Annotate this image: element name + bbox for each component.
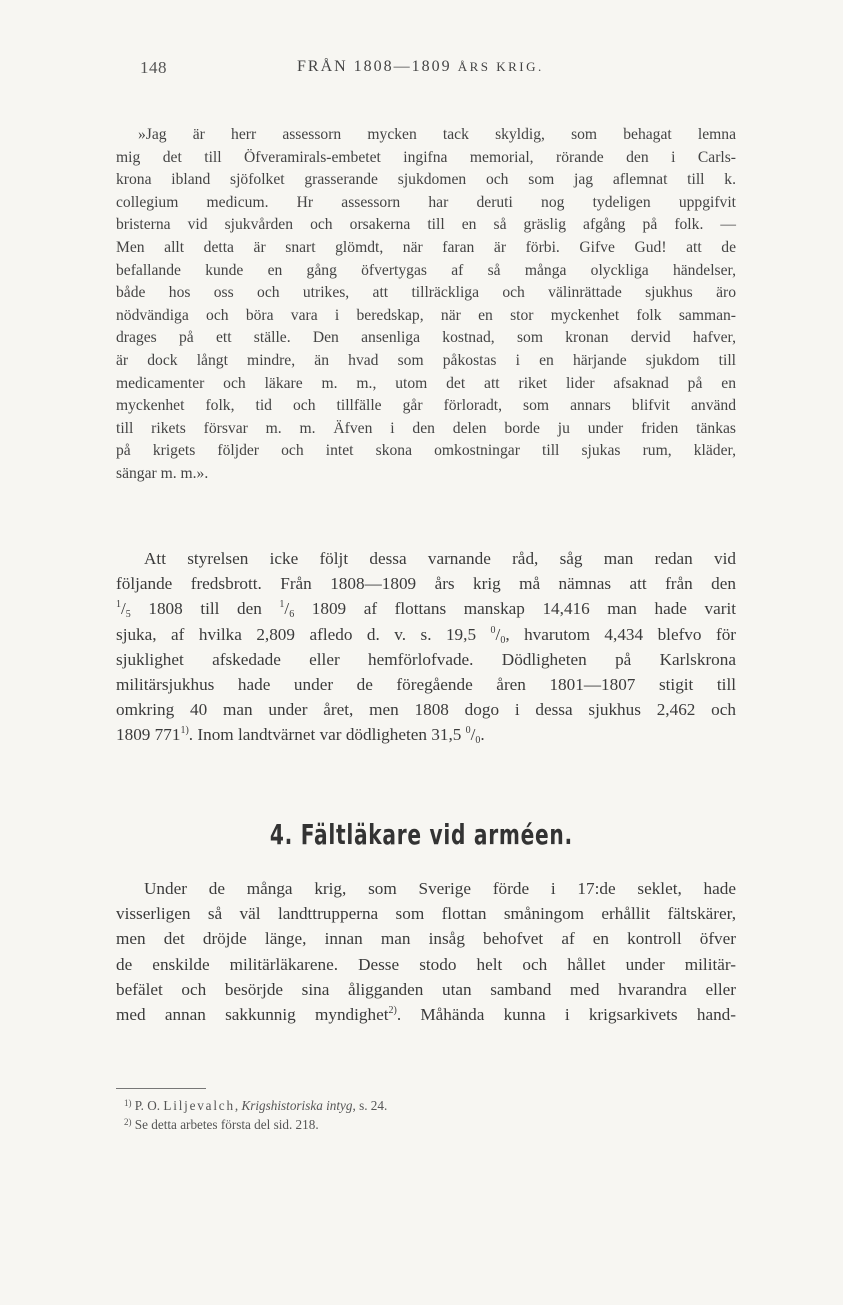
footnote-ref-number: 2 — [388, 1004, 394, 1016]
percent-sup: 0 — [490, 624, 496, 636]
body-text: 1809 af flottans manskap 14,416 man hade varit — [294, 599, 736, 619]
footnote-text: P. O. — [131, 1098, 164, 1113]
footnote-work-title: Krigshistoriska intyg — [241, 1098, 353, 1113]
footnote-mark-paren: ) — [128, 1117, 132, 1127]
footnote-text: , — [234, 1098, 242, 1113]
footnote-divider — [116, 1088, 206, 1089]
percent-sub: 0 — [475, 735, 481, 747]
quote-line: drages på ett ställe. Den ansenliga kostnad, som kronan dervid hafver, — [116, 329, 736, 347]
percent-slash: / — [470, 725, 476, 745]
page-number: 148 — [140, 58, 167, 77]
body-text: 1808 till den — [130, 599, 280, 619]
body-line: militärsjukhus hade under de föregående åren 1801—1807 stigit till — [116, 674, 736, 694]
body-line: befälet och besörjde sina åligganden utan samband med hvarandra eller — [116, 979, 736, 999]
quote-line: mig det till Öfveramirals-embetet ingifna memorial, rörande den i Carls- — [116, 148, 736, 166]
body-line: Att styrelsen icke följt dessa varnande råd, såg man redan vid — [144, 549, 736, 568]
paragraph-mortality — [116, 546, 736, 748]
body-text: sjuka, af hvilka 2,809 afledo d. v. s. 19,5 — [116, 624, 491, 644]
body-text: , hvarutom 4,434 blefvo för — [505, 624, 737, 644]
quote-line: krona ibland sjöfolket grasserande sjukdomen och som jag aflemnat till k. — [116, 171, 736, 189]
body-line: de enskilde militärläkarene. Desse stodo helt och hållet under militär- — [116, 954, 736, 974]
fraction-numerator: 1 — [279, 599, 285, 611]
body-line: följande fredsbrott. Från 1808—1809 års krig må nämnas att från den — [116, 574, 736, 594]
footnotes — [124, 1094, 724, 1132]
body-text: med annan sakkunnig myndighet — [116, 1004, 389, 1024]
footnote-mark-paren: ) — [128, 1098, 132, 1108]
fraction-numerator: 1 — [116, 599, 121, 611]
body-line: omkring 40 man under året, men 1808 dogo i dessa sjukhus 2,462 och — [116, 700, 736, 720]
footnote-mark-number: 1 — [124, 1098, 129, 1108]
footnote-ref-number: 1 — [180, 725, 186, 737]
fraction-denominator: 6 — [289, 609, 295, 621]
quote-line: är dock långt mindre, än hvad som påkostas i en härjande sjukdom till — [116, 351, 736, 369]
body-line: Under de många krig, som Sverige förde i 17:de seklet, hade — [144, 879, 736, 898]
footnote-2 — [124, 1113, 724, 1132]
footnote-text: Se detta arbetes första del sid. 218. — [131, 1117, 319, 1132]
body-text: . Måhända kunna i krigsarkivets hand- — [396, 1004, 736, 1024]
percent-sub: 0 — [500, 634, 506, 646]
footnote-1 — [124, 1094, 724, 1113]
footnote-ref — [180, 725, 188, 736]
running-head — [0, 58, 843, 82]
footnote-mark — [124, 1098, 132, 1108]
body-text: 1809 771 — [116, 725, 181, 745]
body-line — [116, 1002, 736, 1027]
quote-line: nödvändiga och böra vara i beredskap, när en stor myckenhet folk samman- — [116, 306, 736, 324]
body-line — [116, 722, 736, 747]
body-text: . — [480, 725, 485, 745]
footnote-mark-number: 2 — [124, 1117, 129, 1127]
footnote-ref-paren: ) — [393, 1004, 397, 1016]
quote-line: bristerna vid sjukvården och orsakerna till en så gräslig afgång på folk. — — [116, 216, 736, 234]
fraction-denominator: 5 — [125, 609, 131, 621]
footnote-ref — [389, 1005, 397, 1016]
quote-line: Men allt detta är snart glömdt, när faran är förbi. Gifve Gud! att de — [116, 238, 736, 256]
body-text: . Inom landtvärnet var dödligheten 31,5 — [188, 725, 466, 745]
body-line: visserligen så väl landttrupperna som flottan småningom erhållit fältskärer, — [116, 904, 736, 924]
quote-line: medicamenter och läkare m. m., utom det att riket lider afsaknad på en — [116, 374, 736, 392]
quote-line: »Jag är herr assessorn mycken tack skyldig, som behagat lemna — [138, 126, 736, 143]
percent-slash: / — [495, 624, 501, 644]
quote-line: befallande kunde en gång öfvertygas af så många olyckliga händelser, — [116, 261, 736, 279]
running-title-part: ÅRS KRIG. — [457, 59, 544, 74]
quote-line: sängar m. m.». — [116, 464, 209, 482]
quote-line: både hos oss och utrikes, att tillräckliga och välinrättade sjukhus äro — [116, 284, 736, 302]
running-title — [297, 58, 544, 76]
body-line: $^1/_5$ 1808 till den $^1/_6$ 1809 af flottans manskap 14,416 man hade varit — [116, 599, 736, 621]
footnote-ref-paren: ) — [185, 725, 189, 737]
paragraph-field-surgeons — [116, 876, 736, 1027]
running-title-part: FRÅN 1808—1809 — [297, 58, 458, 75]
quote-line: till rikets försvar m. m. Äfven i den delen borde ju under friden tänkas — [116, 419, 736, 437]
quote-line: collegium medicum. Hr assessorn har deruti nog tydeligen uppgifvit — [116, 193, 736, 211]
footnote-mark — [124, 1117, 132, 1127]
quoted-letter — [116, 124, 736, 486]
body-line: men det dröjde länge, innan man insåg behofvet af en kontroll öfver — [116, 929, 736, 949]
body-line: sjuklighet afskedade eller hemförlofvade. Dödligheten på Karlskrona — [116, 649, 736, 669]
body-line — [116, 622, 736, 647]
quote-line: myckenhet folk, tid och tillfälle går förloradt, som annars blifvit använd — [116, 397, 736, 415]
quote-line: på krigets följder och intet skona omkostningar till sjukas rum, kläder, — [116, 442, 736, 460]
section-heading: 4. Fältläkare vid arméen. — [269, 818, 573, 851]
footnote-author: Liljevalch — [163, 1098, 235, 1113]
percent-sup: 0 — [465, 725, 471, 737]
footnote-text: , s. 24. — [352, 1098, 388, 1113]
